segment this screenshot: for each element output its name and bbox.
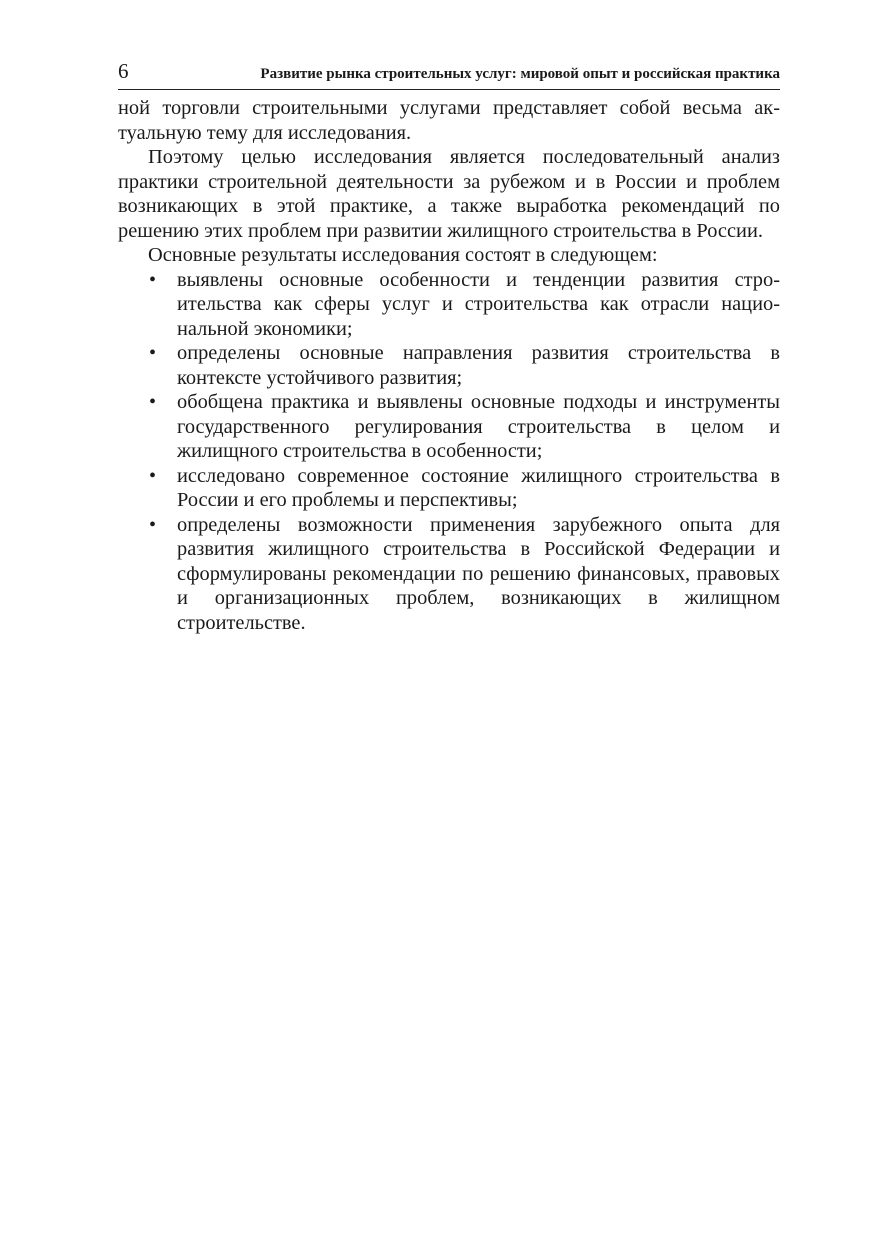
results-list [118,268,780,636]
list-item-text: определены возможности применения зарубежного опыта для развития жилищного строительства в Российской Федерации и сформулированы рекомендации по решению финансовых, правовых и организационных проблем, возникающих в жилищном строительстве. [177,513,780,634]
paragraph-continuation: ной торговли строительными услугами представляет собой весьма актуальную тему для исследования. [118,97,780,144]
body-text [118,96,780,635]
page [118,58,780,635]
bullet-icon: • [149,464,157,487]
paragraph-research-goal: Поэтому целью исследования является последовательный анализ практики строительной деятельности за рубежом и в России и проблем возникающих в этой практике, а также выработка рекомендаций по решению этих проблем при развитии жилищного строительства в России. [118,146,780,242]
list-item-text: исследовано современное состояние жилищного строительства в России и его проблемы и перспективы; [177,464,780,511]
list-item [118,464,780,513]
list-item-text: определены основные направления развития строительства в контексте устойчивого развития; [177,342,780,389]
bullet-icon: • [149,342,157,364]
list-item [118,513,780,636]
list-item [118,390,780,464]
page-number: 6 [118,59,129,83]
bullet-icon: • [149,391,157,413]
bullet-icon: • [149,513,157,536]
running-header [118,58,780,90]
list-item [118,341,780,390]
running-header-title: Развитие рынка строительных услуг: мировой опыт и российская практика [260,66,780,82]
list-item-text: обобщена практика и выявлены основные подходы и инструменты государственного регулирования строительства в целом и жилищного строительства в особенности; [177,391,780,462]
list-item-text: выявлены основные особенности и тенденции развития строительства как сферы услуг и строительства как отрасли национальной экономики; [177,268,780,340]
list-item [118,268,780,342]
paragraph-results-intro: Основные результаты исследования состоят в следующем: [148,244,658,266]
bullet-icon: • [149,268,157,291]
